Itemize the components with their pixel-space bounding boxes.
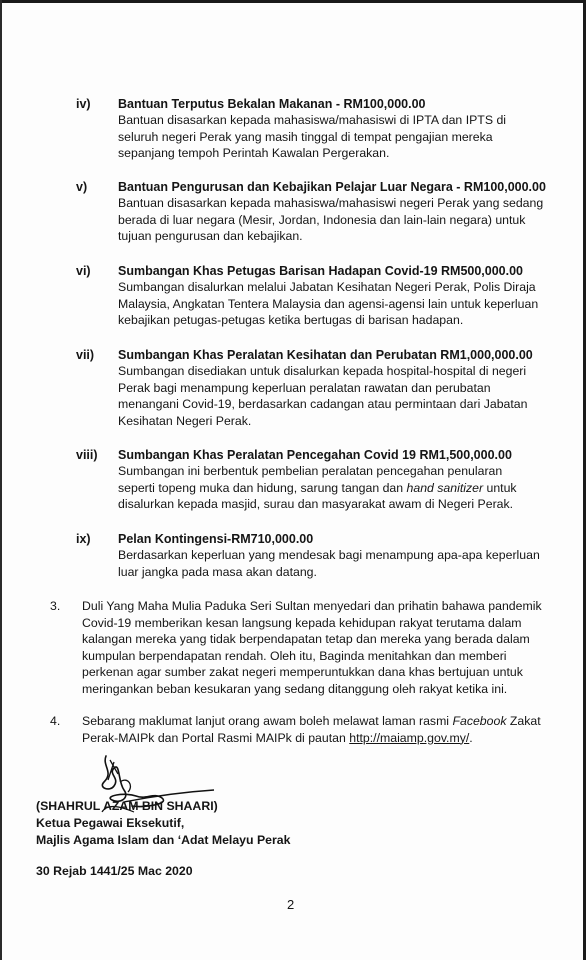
facebook-text: Facebook [452,714,507,728]
item-body [118,195,544,245]
text-segment: Zakat [506,714,541,728]
page-border-top [0,0,586,3]
body-line: Bantuan disasarkan kepada mahasiswa/mahasiswi di IPTA dan IPTS di [118,113,507,127]
body-line: kalangan mereka yang tidak berpendapatan tetap dan mereka yang berada dalam [82,632,530,647]
body-line: kebajikan petugas-petugas ketika bertugas di barisan hadapan. [118,313,464,328]
paragraph-body [82,598,540,698]
body-line: seluruh negeri Perak yang masih tinggal di tempat pengajian mereka [118,129,493,144]
text-segment: Sebarang maklumat lanjut orang awam boleh melawat laman rasmi [82,714,453,728]
item-body [118,463,538,513]
body-line: Sumbangan disediakan untuk disalurkan kepada hospital-hospital di negeri [118,364,527,378]
body-line: seperti topeng muka dan hidung, sarung tangan dan hand sanitizer untuk [118,480,517,495]
body-line: Bantuan disasarkan kepada mahasiswa/mahasiswi negeri Perak yang sedang [118,196,544,210]
page-border-left [0,0,2,960]
signatory-name: (SHAHRUL AZAM BIN SHAARI) [36,799,218,813]
item-heading: Sumbangan Khas Peralatan Kesihatan dan Perubatan RM1,000,000.00 [118,348,533,362]
item-heading: Sumbangan Khas Petugas Barisan Hadapan Covid-19 RM500,000.00 [118,264,523,278]
body-line: sepanjang tempoh Perintah Kawalan Pergerakan. [118,146,390,161]
text-segment: Perak-MAIPk dan Portal Rasmi MAIPk di pautan [82,730,350,745]
body-line: perkenan agar sumber zakat negeri memperuntukkan dana khas bertujuan untuk [82,665,523,680]
item-number: viii) [76,448,98,462]
body-line: Sumbangan ini berbentuk pembelian peralatan pencegahan penularan [118,464,503,478]
item-number: ix) [76,532,91,546]
body-line [82,730,540,747]
body-line: Kesihatan Negeri Perak. [118,413,252,428]
body-line: Sumbangan disalurkan melalui Jabatan Kesihatan Negeri Perak, Polis Diraja [118,280,536,294]
item-number: vii) [76,348,95,362]
item-number: v) [76,180,88,194]
body-line [82,713,540,730]
body-line: Berdasarkan keperluan yang mendesak bagi menampung apa-apa keperluan [118,548,540,562]
signatory-organisation: Majlis Agama Islam dan ‘Adat Melayu Perak [36,833,291,847]
item-number: iv) [76,97,91,111]
paragraph-number: 3. [50,599,61,613]
item-body [118,279,538,329]
item-heading: Bantuan Terputus Bekalan Makanan - RM100,000.00 [118,97,426,111]
body-line: luar jangka pada masa akan datang. [118,564,317,579]
body-line: Duli Yang Maha Mulia Paduka Seri Sultan menyedari dan prihatin bahawa pandemik [82,599,542,613]
body-line: meringankan beban kesukaran yang sedang ditanggung oleh rakyat ketika ini. [82,681,508,696]
item-body [118,112,538,162]
body-line: menangani Covid-19, berdasarkan cadangan atau permintaan dari Jabatan [118,397,528,412]
item-number: vi) [76,264,91,278]
portal-link[interactable]: http://maiamp.gov.my/ [349,730,470,745]
body-line: tujuan pengurusan dan kebajikan. [118,229,303,244]
item-heading: Bantuan Pengurusan dan Kebajikan Pelajar Luar Negara - RM100,000.00 [118,180,546,194]
signatory-title: Ketua Pegawai Eksekutif, [36,816,185,830]
body-line: Malaysia, Angkatan Tentera Malaysia dan agensi-agensi lain untuk keperluan [118,296,539,311]
document-date: 30 Rejab 1441/25 Mac 2020 [36,864,193,878]
body-line: berada di luar negara (Mesir, Jordan, Indonesia dan lain-lain negara) untuk [118,212,526,227]
item-heading: Pelan Kontingensi-RM710,000.00 [118,532,314,546]
body-line: disalurkan kepada masjid, surau dan masyarakat awam di Negeri Perak. [118,497,514,512]
paragraph-body [82,713,540,746]
text-segment: . [469,730,473,745]
signatory-block [36,798,290,849]
body-line: Covid-19 memberikan kesan langsung kepada kehidupan rakyat terutama dalam [82,615,522,630]
page-number: 2 [287,897,295,912]
item-body [118,363,538,429]
paragraph-number: 4. [50,714,61,728]
item-body [118,547,538,580]
body-line: kumpulan berpendapatan rendah. Oleh itu, Baginda menitahkan dan memberi [82,648,507,663]
item-heading: Sumbangan Khas Peralatan Pencegahan Covid 19 RM1,500,000.00 [118,448,512,462]
body-line: Perak bagi menampung keperluan peralatan rawatan dan perubatan [118,380,491,395]
